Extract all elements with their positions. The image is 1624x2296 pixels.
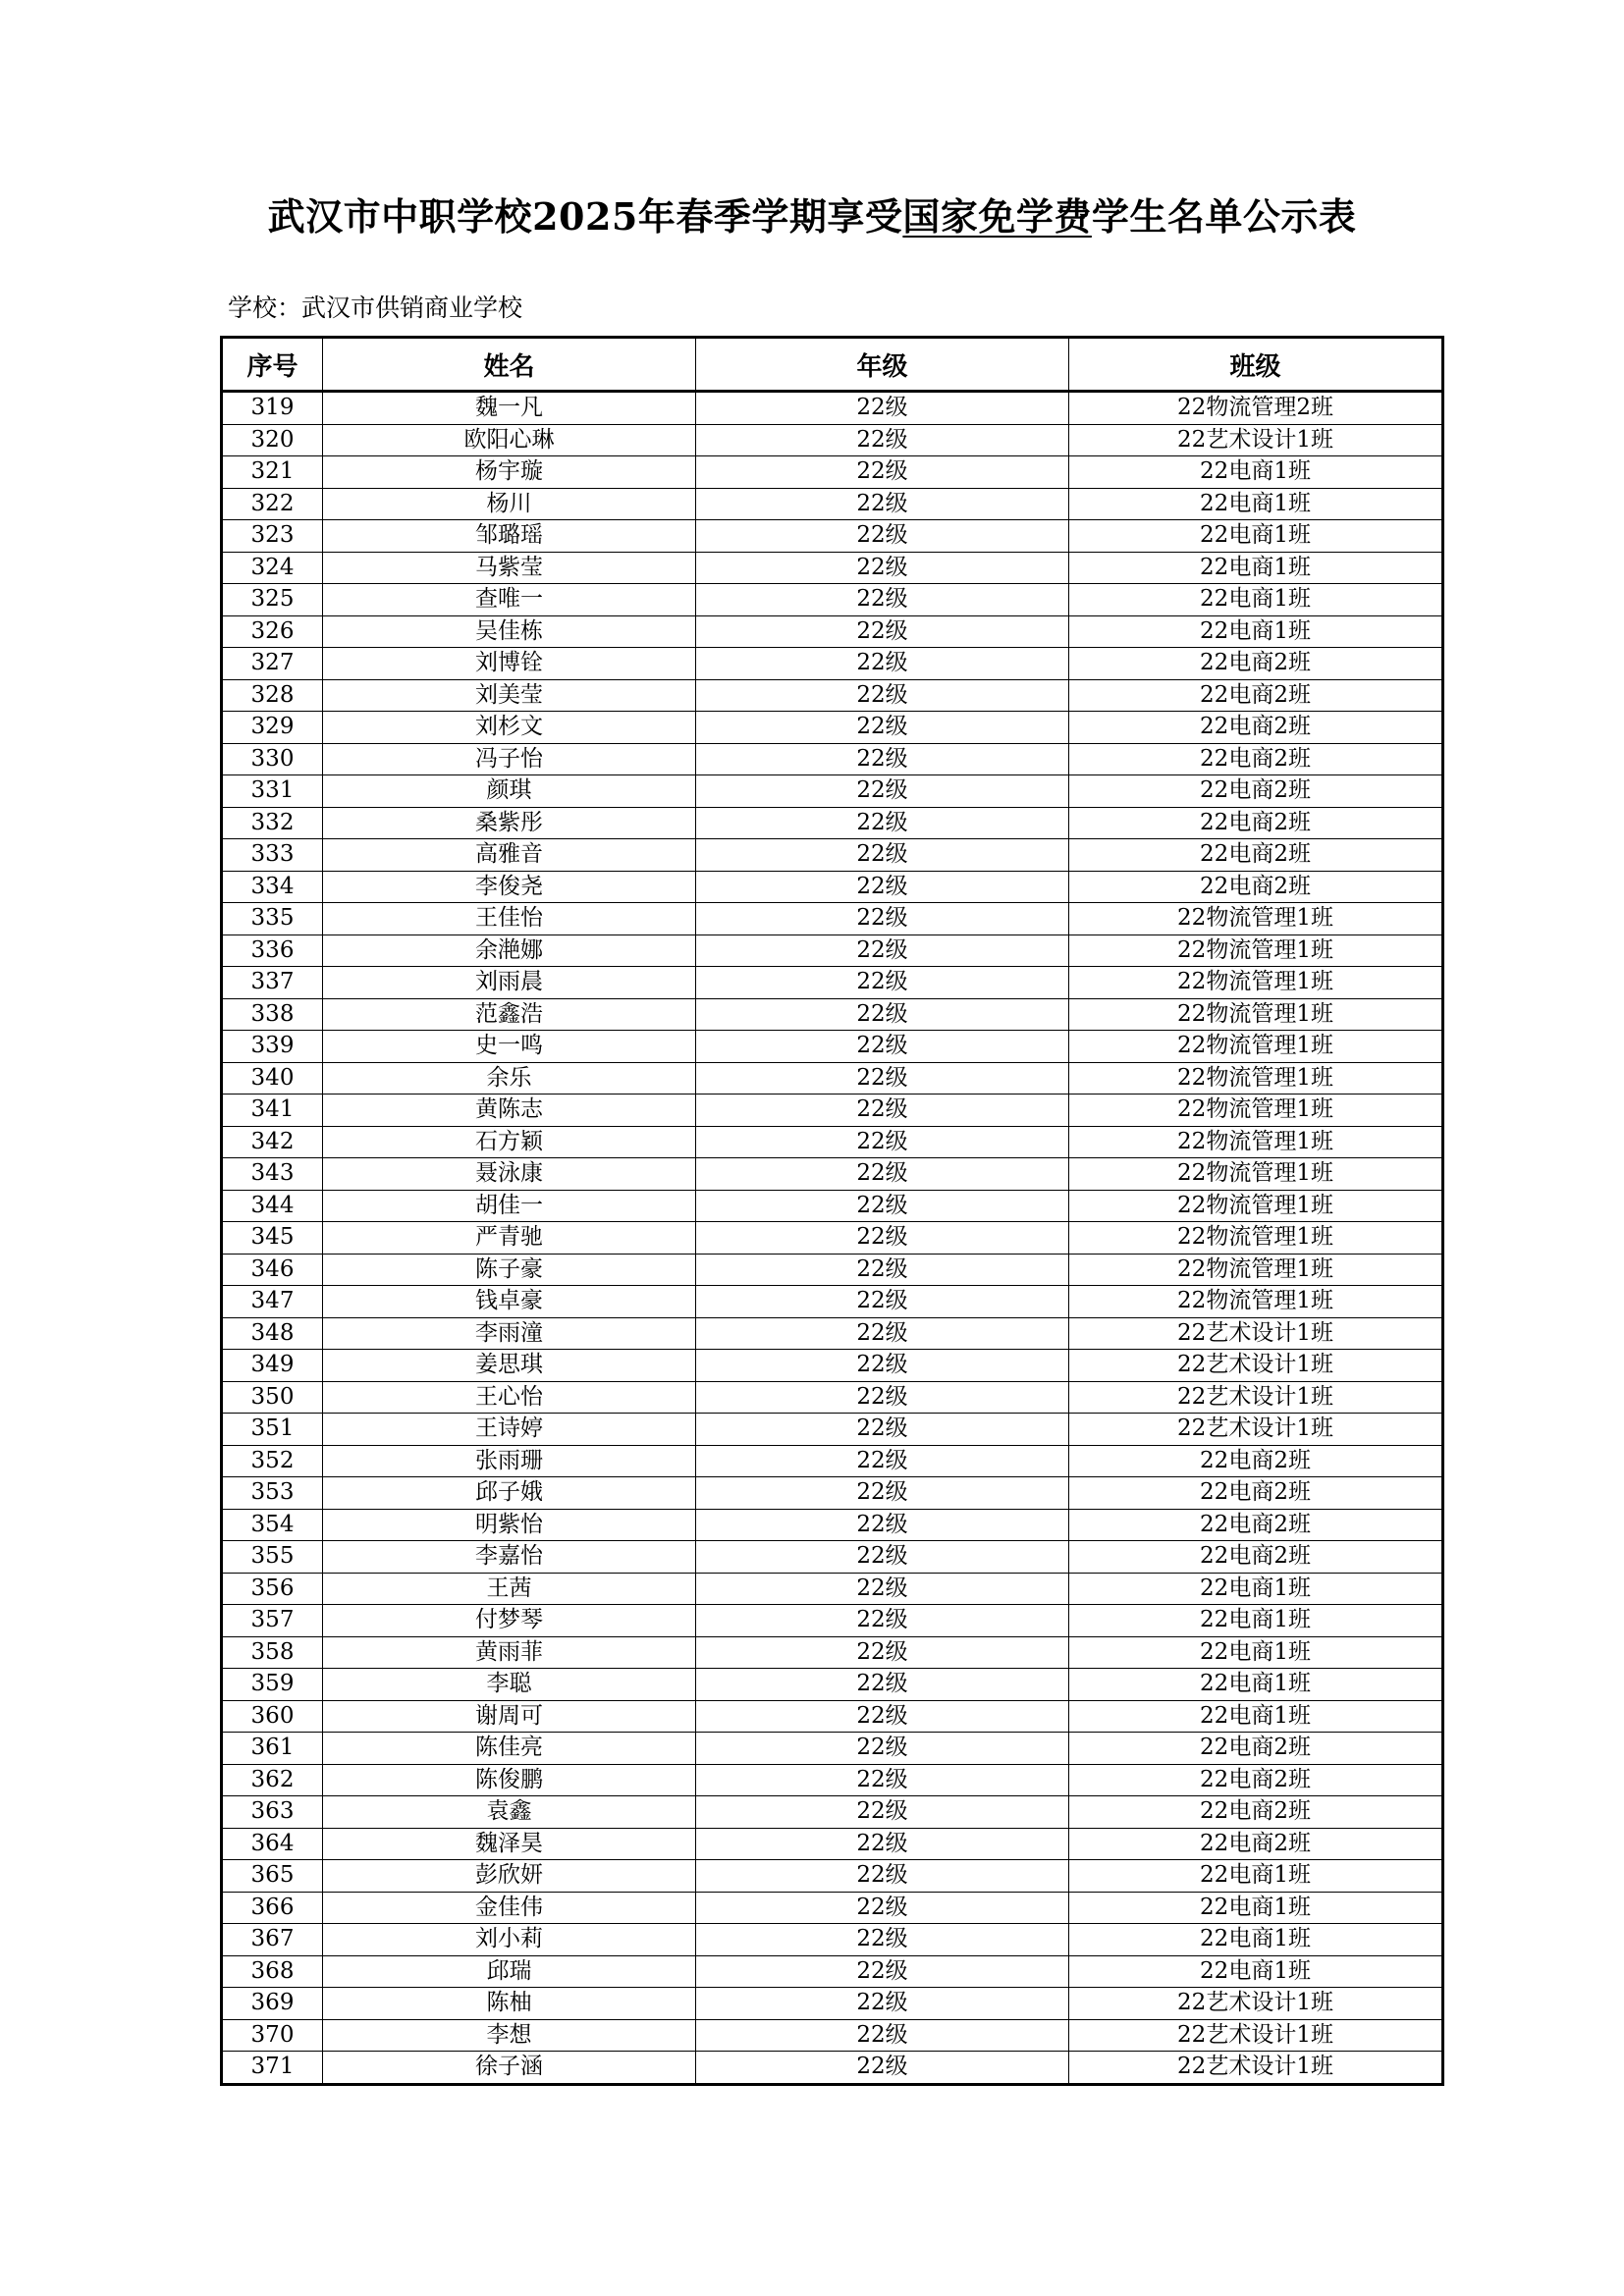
row-class-cell: 22物流管理1班 xyxy=(1069,1190,1443,1222)
row-name-cell: 王茜 xyxy=(323,1573,696,1605)
row-name-cell: 李俊尧 xyxy=(323,871,696,903)
row-name-cell: 刘博铨 xyxy=(323,648,696,680)
row-name-cell: 查唯一 xyxy=(323,584,696,616)
row-index-cell: 361 xyxy=(222,1733,323,1765)
row-class-cell: 22电商1班 xyxy=(1069,584,1443,616)
row-class-cell: 22电商1班 xyxy=(1069,520,1443,553)
row-grade-cell: 22级 xyxy=(696,520,1069,553)
row-index-cell: 351 xyxy=(222,1414,323,1446)
table-row xyxy=(222,1317,1443,1350)
row-class-cell: 22电商2班 xyxy=(1069,1477,1443,1510)
table-row xyxy=(222,1095,1443,1127)
row-index-cell: 319 xyxy=(222,392,323,425)
row-grade-cell: 22级 xyxy=(696,1828,1069,1860)
row-index-cell: 331 xyxy=(222,775,323,808)
row-grade-cell: 22级 xyxy=(696,584,1069,616)
table-row xyxy=(222,456,1443,489)
row-name-cell: 王诗婷 xyxy=(323,1414,696,1446)
row-name-cell: 杨川 xyxy=(323,488,696,520)
row-class-cell: 22电商2班 xyxy=(1069,807,1443,839)
row-index-cell: 371 xyxy=(222,2052,323,2085)
row-index-cell: 321 xyxy=(222,456,323,489)
row-class-cell: 22电商2班 xyxy=(1069,1445,1443,1477)
table-row xyxy=(222,1445,1443,1477)
row-class-cell: 22物流管理1班 xyxy=(1069,934,1443,967)
row-class-cell: 22电商2班 xyxy=(1069,1509,1443,1541)
row-name-cell: 李雨潼 xyxy=(323,1317,696,1350)
row-index-cell: 347 xyxy=(222,1286,323,1318)
row-name-cell: 陈俊鹏 xyxy=(323,1764,696,1796)
table-row xyxy=(222,1764,1443,1796)
row-name-cell: 欧阳心琳 xyxy=(323,424,696,456)
row-class-cell: 22物流管理1班 xyxy=(1069,1095,1443,1127)
table-row xyxy=(222,1477,1443,1510)
table-row xyxy=(222,648,1443,680)
table-header-row xyxy=(222,338,1443,392)
table-row xyxy=(222,1700,1443,1733)
row-index-cell: 364 xyxy=(222,1828,323,1860)
table-row xyxy=(222,1573,1443,1605)
row-name-cell: 冯子怡 xyxy=(323,743,696,775)
table-row xyxy=(222,520,1443,553)
row-class-cell: 22电商2班 xyxy=(1069,679,1443,712)
row-index-cell: 362 xyxy=(222,1764,323,1796)
table-row xyxy=(222,1158,1443,1191)
row-class-cell: 22电商1班 xyxy=(1069,1700,1443,1733)
document-title xyxy=(0,187,1624,240)
row-name-cell: 徐子涵 xyxy=(323,2052,696,2085)
row-grade-cell: 22级 xyxy=(696,1669,1069,1701)
row-index-cell: 353 xyxy=(222,1477,323,1510)
row-name-cell: 金佳伟 xyxy=(323,1892,696,1924)
row-class-cell: 22物流管理1班 xyxy=(1069,1062,1443,1095)
row-grade-cell: 22级 xyxy=(696,743,1069,775)
row-grade-cell: 22级 xyxy=(696,1509,1069,1541)
row-grade-cell: 22级 xyxy=(696,712,1069,744)
row-class-cell: 22电商2班 xyxy=(1069,871,1443,903)
student-list-table xyxy=(220,336,1444,2086)
table-row xyxy=(222,1605,1443,1637)
row-grade-cell: 22级 xyxy=(696,1158,1069,1191)
row-grade-cell: 22级 xyxy=(696,1988,1069,2020)
row-class-cell: 22艺术设计1班 xyxy=(1069,1350,1443,1382)
row-index-cell: 338 xyxy=(222,998,323,1031)
row-index-cell: 320 xyxy=(222,424,323,456)
row-class-cell: 22电商1班 xyxy=(1069,1924,1443,1956)
title-suffix: 学生名单公示表 xyxy=(1091,194,1357,239)
row-grade-cell: 22级 xyxy=(696,1733,1069,1765)
table-row xyxy=(222,1126,1443,1158)
row-class-cell: 22物流管理1班 xyxy=(1069,1158,1443,1191)
row-class-cell: 22物流管理1班 xyxy=(1069,903,1443,935)
row-index-cell: 357 xyxy=(222,1605,323,1637)
row-name-cell: 余滟娜 xyxy=(323,934,696,967)
row-index-cell: 367 xyxy=(222,1924,323,1956)
table-row xyxy=(222,1988,1443,2020)
row-grade-cell: 22级 xyxy=(696,1095,1069,1127)
row-grade-cell: 22级 xyxy=(696,1541,1069,1574)
table-row xyxy=(222,1796,1443,1829)
row-class-cell: 22电商2班 xyxy=(1069,775,1443,808)
row-index-cell: 348 xyxy=(222,1317,323,1350)
table-row xyxy=(222,1509,1443,1541)
row-class-cell: 22物流管理1班 xyxy=(1069,1286,1443,1318)
row-index-cell: 349 xyxy=(222,1350,323,1382)
row-name-cell: 余乐 xyxy=(323,1062,696,1095)
row-index-cell: 327 xyxy=(222,648,323,680)
table-row xyxy=(222,807,1443,839)
row-grade-cell: 22级 xyxy=(696,775,1069,808)
row-grade-cell: 22级 xyxy=(696,1031,1069,1063)
row-class-cell: 22电商1班 xyxy=(1069,615,1443,648)
row-grade-cell: 22级 xyxy=(696,1605,1069,1637)
table-row xyxy=(222,839,1443,872)
row-name-cell: 钱卓豪 xyxy=(323,1286,696,1318)
row-class-cell: 22物流管理1班 xyxy=(1069,998,1443,1031)
row-class-cell: 22物流管理1班 xyxy=(1069,1254,1443,1286)
row-grade-cell: 22级 xyxy=(696,1126,1069,1158)
row-class-cell: 22艺术设计1班 xyxy=(1069,2052,1443,2085)
row-grade-cell: 22级 xyxy=(696,552,1069,584)
row-class-cell: 22电商1班 xyxy=(1069,1605,1443,1637)
row-name-cell: 范鑫浩 xyxy=(323,998,696,1031)
table-row xyxy=(222,967,1443,999)
row-name-cell: 刘美莹 xyxy=(323,679,696,712)
table-row xyxy=(222,1381,1443,1414)
row-index-cell: 336 xyxy=(222,934,323,967)
header-name: 姓名 xyxy=(323,338,696,392)
row-grade-cell: 22级 xyxy=(696,424,1069,456)
row-name-cell: 邹璐瑶 xyxy=(323,520,696,553)
table-row xyxy=(222,392,1443,425)
row-grade-cell: 22级 xyxy=(696,903,1069,935)
row-name-cell: 高雅音 xyxy=(323,839,696,872)
table-row xyxy=(222,488,1443,520)
row-name-cell: 胡佳一 xyxy=(323,1190,696,1222)
row-class-cell: 22电商2班 xyxy=(1069,1733,1443,1765)
row-name-cell: 石方颖 xyxy=(323,1126,696,1158)
row-index-cell: 341 xyxy=(222,1095,323,1127)
table-row xyxy=(222,1286,1443,1318)
row-class-cell: 22艺术设计1班 xyxy=(1069,1414,1443,1446)
row-name-cell: 魏一凡 xyxy=(323,392,696,425)
row-grade-cell: 22级 xyxy=(696,871,1069,903)
row-grade-cell: 22级 xyxy=(696,488,1069,520)
row-class-cell: 22艺术设计1班 xyxy=(1069,424,1443,456)
row-class-cell: 22电商1班 xyxy=(1069,552,1443,584)
row-grade-cell: 22级 xyxy=(696,456,1069,489)
row-name-cell: 刘杉文 xyxy=(323,712,696,744)
table-row xyxy=(222,1350,1443,1382)
row-name-cell: 陈柚 xyxy=(323,1988,696,2020)
row-grade-cell: 22级 xyxy=(696,1860,1069,1893)
table-row xyxy=(222,775,1443,808)
row-name-cell: 谢周可 xyxy=(323,1700,696,1733)
row-grade-cell: 22级 xyxy=(696,967,1069,999)
table-row xyxy=(222,1190,1443,1222)
table-row xyxy=(222,903,1443,935)
row-grade-cell: 22级 xyxy=(696,1317,1069,1350)
row-name-cell: 魏泽昊 xyxy=(323,1828,696,1860)
row-name-cell: 颜琪 xyxy=(323,775,696,808)
row-name-cell: 王心怡 xyxy=(323,1381,696,1414)
table-row xyxy=(222,743,1443,775)
row-index-cell: 369 xyxy=(222,1988,323,2020)
row-index-cell: 359 xyxy=(222,1669,323,1701)
row-index-cell: 334 xyxy=(222,871,323,903)
row-name-cell: 马紫莹 xyxy=(323,552,696,584)
row-class-cell: 22物流管理1班 xyxy=(1069,967,1443,999)
row-index-cell: 366 xyxy=(222,1892,323,1924)
row-grade-cell: 22级 xyxy=(696,1477,1069,1510)
row-grade-cell: 22级 xyxy=(696,1924,1069,1956)
table-row xyxy=(222,1669,1443,1701)
row-grade-cell: 22级 xyxy=(696,1573,1069,1605)
table-row xyxy=(222,1031,1443,1063)
title-prefix: 武汉市中职学校2025年春季学期享受 xyxy=(267,194,903,239)
row-index-cell: 325 xyxy=(222,584,323,616)
row-class-cell: 22电商1班 xyxy=(1069,488,1443,520)
row-grade-cell: 22级 xyxy=(696,2019,1069,2052)
row-grade-cell: 22级 xyxy=(696,1381,1069,1414)
table-body xyxy=(222,392,1443,2085)
row-name-cell: 明紫怡 xyxy=(323,1509,696,1541)
row-name-cell: 陈子豪 xyxy=(323,1254,696,1286)
row-class-cell: 22电商2班 xyxy=(1069,743,1443,775)
row-class-cell: 22电商2班 xyxy=(1069,1764,1443,1796)
row-name-cell: 邱子娥 xyxy=(323,1477,696,1510)
table-row xyxy=(222,2019,1443,2052)
row-index-cell: 346 xyxy=(222,1254,323,1286)
row-grade-cell: 22级 xyxy=(696,1764,1069,1796)
row-class-cell: 22电商1班 xyxy=(1069,1955,1443,1988)
row-index-cell: 350 xyxy=(222,1381,323,1414)
table-row xyxy=(222,1222,1443,1255)
row-name-cell: 王佳怡 xyxy=(323,903,696,935)
row-index-cell: 354 xyxy=(222,1509,323,1541)
row-class-cell: 22电商2班 xyxy=(1069,1796,1443,1829)
row-class-cell: 22电商1班 xyxy=(1069,1573,1443,1605)
row-class-cell: 22艺术设计1班 xyxy=(1069,2019,1443,2052)
row-index-cell: 360 xyxy=(222,1700,323,1733)
row-name-cell: 陈佳亮 xyxy=(323,1733,696,1765)
row-name-cell: 彭欣妍 xyxy=(323,1860,696,1893)
row-index-cell: 352 xyxy=(222,1445,323,1477)
row-index-cell: 333 xyxy=(222,839,323,872)
row-index-cell: 330 xyxy=(222,743,323,775)
row-class-cell: 22物流管理1班 xyxy=(1069,1126,1443,1158)
row-grade-cell: 22级 xyxy=(696,1350,1069,1382)
table-row xyxy=(222,679,1443,712)
row-index-cell: 326 xyxy=(222,615,323,648)
row-class-cell: 22艺术设计1班 xyxy=(1069,1317,1443,1350)
header-index: 序号 xyxy=(222,338,323,392)
table-row xyxy=(222,1062,1443,1095)
row-name-cell: 李想 xyxy=(323,2019,696,2052)
table-row xyxy=(222,712,1443,744)
table-row xyxy=(222,1955,1443,1988)
table-row xyxy=(222,424,1443,456)
row-class-cell: 22艺术设计1班 xyxy=(1069,1381,1443,1414)
table-row xyxy=(222,1636,1443,1669)
row-grade-cell: 22级 xyxy=(696,934,1069,967)
row-class-cell: 22电商1班 xyxy=(1069,456,1443,489)
row-name-cell: 刘小莉 xyxy=(323,1924,696,1956)
row-name-cell: 刘雨晨 xyxy=(323,967,696,999)
row-index-cell: 365 xyxy=(222,1860,323,1893)
row-grade-cell: 22级 xyxy=(696,998,1069,1031)
row-name-cell: 李嘉怡 xyxy=(323,1541,696,1574)
row-index-cell: 368 xyxy=(222,1955,323,1988)
row-grade-cell: 22级 xyxy=(696,2052,1069,2085)
row-index-cell: 324 xyxy=(222,552,323,584)
row-index-cell: 329 xyxy=(222,712,323,744)
row-index-cell: 339 xyxy=(222,1031,323,1063)
row-grade-cell: 22级 xyxy=(696,392,1069,425)
row-name-cell: 黄雨菲 xyxy=(323,1636,696,1669)
school-line: 学校：武汉市供销商业学校 xyxy=(228,294,523,322)
row-class-cell: 22电商1班 xyxy=(1069,1636,1443,1669)
table-row xyxy=(222,1254,1443,1286)
row-index-cell: 344 xyxy=(222,1190,323,1222)
row-index-cell: 335 xyxy=(222,903,323,935)
row-grade-cell: 22级 xyxy=(696,1254,1069,1286)
row-name-cell: 邱瑞 xyxy=(323,1955,696,1988)
row-class-cell: 22物流管理2班 xyxy=(1069,392,1443,425)
table-row xyxy=(222,1860,1443,1893)
table-row xyxy=(222,1414,1443,1446)
row-class-cell: 22电商2班 xyxy=(1069,1828,1443,1860)
table-row xyxy=(222,1892,1443,1924)
row-grade-cell: 22级 xyxy=(696,1955,1069,1988)
row-name-cell: 袁鑫 xyxy=(323,1796,696,1829)
row-class-cell: 22物流管理1班 xyxy=(1069,1222,1443,1255)
row-grade-cell: 22级 xyxy=(696,1286,1069,1318)
table-row xyxy=(222,934,1443,967)
row-index-cell: 332 xyxy=(222,807,323,839)
row-index-cell: 355 xyxy=(222,1541,323,1574)
table-row xyxy=(222,1733,1443,1765)
row-name-cell: 黄陈志 xyxy=(323,1095,696,1127)
header-grade: 年级 xyxy=(696,338,1069,392)
table-row xyxy=(222,2052,1443,2085)
row-class-cell: 22电商1班 xyxy=(1069,1892,1443,1924)
row-index-cell: 323 xyxy=(222,520,323,553)
row-name-cell: 严青驰 xyxy=(323,1222,696,1255)
table-row xyxy=(222,1541,1443,1574)
row-index-cell: 322 xyxy=(222,488,323,520)
row-grade-cell: 22级 xyxy=(696,1445,1069,1477)
row-class-cell: 22电商2班 xyxy=(1069,712,1443,744)
row-index-cell: 328 xyxy=(222,679,323,712)
table-row xyxy=(222,584,1443,616)
row-index-cell: 337 xyxy=(222,967,323,999)
row-name-cell: 杨宇璇 xyxy=(323,456,696,489)
table-row xyxy=(222,615,1443,648)
row-name-cell: 张雨珊 xyxy=(323,1445,696,1477)
row-name-cell: 史一鸣 xyxy=(323,1031,696,1063)
row-index-cell: 356 xyxy=(222,1573,323,1605)
row-index-cell: 342 xyxy=(222,1126,323,1158)
row-index-cell: 363 xyxy=(222,1796,323,1829)
row-index-cell: 345 xyxy=(222,1222,323,1255)
row-grade-cell: 22级 xyxy=(696,1190,1069,1222)
row-name-cell: 姜思琪 xyxy=(323,1350,696,1382)
row-class-cell: 22物流管理1班 xyxy=(1069,1031,1443,1063)
row-grade-cell: 22级 xyxy=(696,1636,1069,1669)
table-row xyxy=(222,1924,1443,1956)
header-class: 班级 xyxy=(1069,338,1443,392)
row-name-cell: 聂泳康 xyxy=(323,1158,696,1191)
table-row xyxy=(222,552,1443,584)
row-class-cell: 22电商1班 xyxy=(1069,1860,1443,1893)
row-index-cell: 370 xyxy=(222,2019,323,2052)
row-class-cell: 22电商2班 xyxy=(1069,839,1443,872)
table-row xyxy=(222,1828,1443,1860)
row-index-cell: 358 xyxy=(222,1636,323,1669)
row-grade-cell: 22级 xyxy=(696,1414,1069,1446)
row-index-cell: 343 xyxy=(222,1158,323,1191)
row-class-cell: 22电商1班 xyxy=(1069,1669,1443,1701)
row-name-cell: 付梦琴 xyxy=(323,1605,696,1637)
title-underlined: 国家免学费 xyxy=(902,194,1092,239)
row-grade-cell: 22级 xyxy=(696,1796,1069,1829)
row-name-cell: 李聪 xyxy=(323,1669,696,1701)
table-row xyxy=(222,871,1443,903)
row-grade-cell: 22级 xyxy=(696,1700,1069,1733)
row-class-cell: 22电商2班 xyxy=(1069,1541,1443,1574)
row-grade-cell: 22级 xyxy=(696,1062,1069,1095)
row-grade-cell: 22级 xyxy=(696,1892,1069,1924)
row-grade-cell: 22级 xyxy=(696,1222,1069,1255)
row-grade-cell: 22级 xyxy=(696,615,1069,648)
row-grade-cell: 22级 xyxy=(696,679,1069,712)
row-index-cell: 340 xyxy=(222,1062,323,1095)
table-row xyxy=(222,998,1443,1031)
row-name-cell: 吴佳栋 xyxy=(323,615,696,648)
row-grade-cell: 22级 xyxy=(696,648,1069,680)
row-class-cell: 22电商2班 xyxy=(1069,648,1443,680)
row-name-cell: 桑紫彤 xyxy=(323,807,696,839)
row-grade-cell: 22级 xyxy=(696,839,1069,872)
row-class-cell: 22艺术设计1班 xyxy=(1069,1988,1443,2020)
row-grade-cell: 22级 xyxy=(696,807,1069,839)
